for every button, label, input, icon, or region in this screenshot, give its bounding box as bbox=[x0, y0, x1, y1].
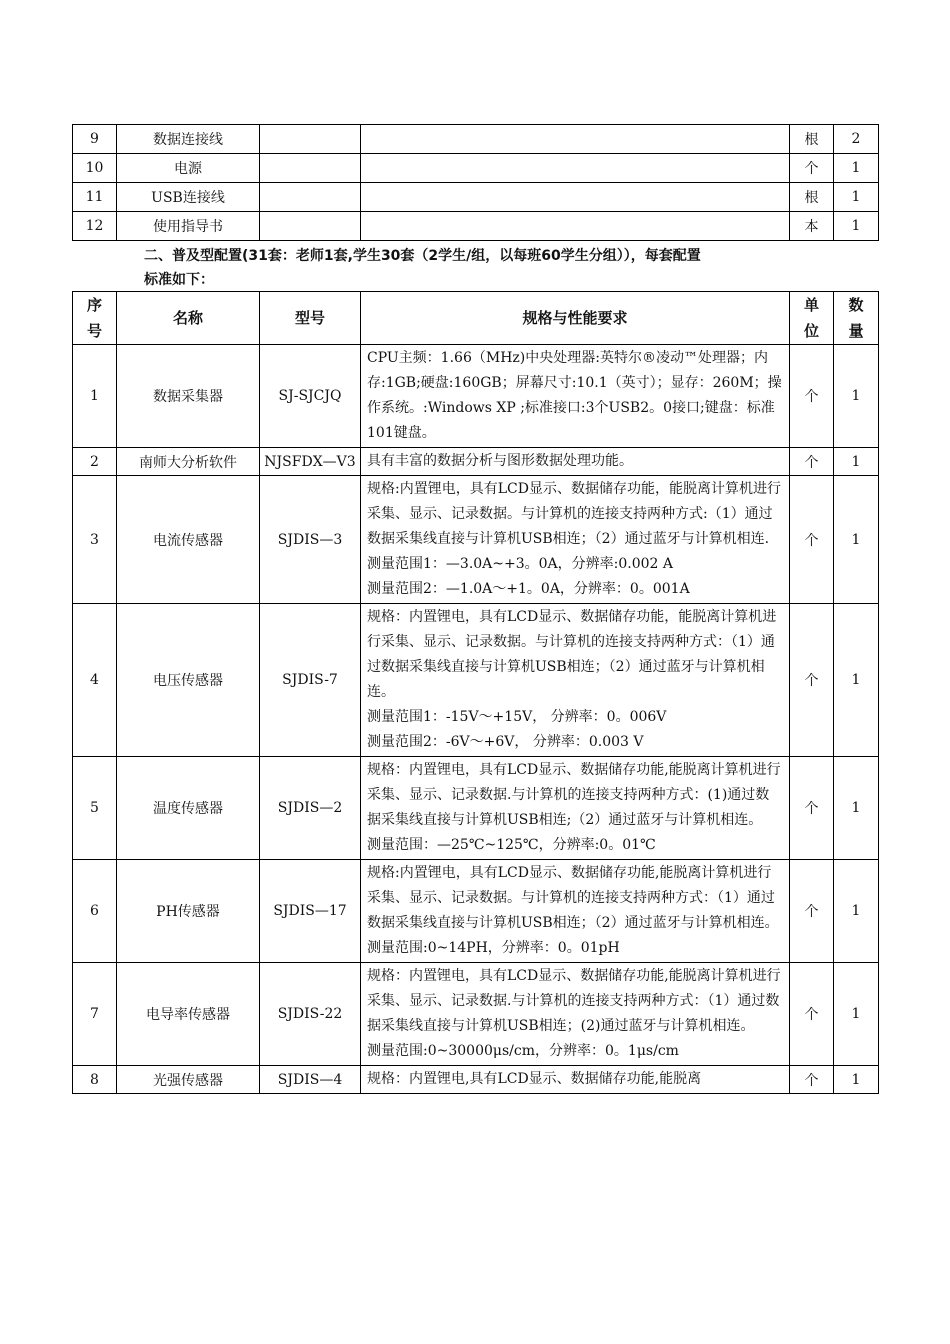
spec-line: 测量范围1：-15V～+15V， 分辨率：0。006V bbox=[367, 709, 667, 725]
cell-spec bbox=[361, 1066, 790, 1094]
header-qty: 数 量 bbox=[834, 292, 879, 345]
cell-spec bbox=[361, 604, 790, 757]
section-heading-line2: 标准如下： bbox=[144, 272, 214, 288]
cell-spec bbox=[361, 212, 790, 241]
cell-unit: 个 bbox=[790, 154, 834, 183]
cell-no: 12 bbox=[73, 212, 117, 241]
cell-qty: 1 bbox=[834, 183, 879, 212]
cell-name: USB连接线 bbox=[117, 183, 260, 212]
cell-no: 9 bbox=[73, 125, 117, 154]
cell-spec bbox=[361, 125, 790, 154]
cell-unit: 个 bbox=[790, 345, 834, 448]
cell-qty: 1 bbox=[834, 448, 879, 476]
cell-name: 光强传感器 bbox=[117, 1066, 260, 1094]
cell-no: 5 bbox=[73, 757, 117, 860]
table-row bbox=[73, 963, 879, 1066]
cell-model bbox=[260, 125, 361, 154]
spec-line: 具有丰富的数据分析与图形数据处理功能。 bbox=[367, 453, 633, 469]
spec-line: 规格:内置锂电，具有LCD显示、数据储存功能，能脱离计算机进行采集、显示、记录数据。与计算机的连接支持两种方式:（1）通过数据采集线直接与计算机USB相连；（2）通过蓝牙与计算机相连. bbox=[367, 481, 781, 547]
spec-line: 规格：内置锂电，具有LCD显示、数据储存功能,能脱离计算机进行采集、显示、记录数据.与计算机的连接支持两种方式：（1）通过数据采集线直接与计算机USB相连；(2)通过蓝牙与计算机相连。 bbox=[367, 968, 781, 1034]
table-row bbox=[73, 345, 879, 448]
cell-no: 7 bbox=[73, 963, 117, 1066]
table-row bbox=[73, 476, 879, 604]
spec-line: 规格：内置锂电，具有LCD显示、数据储存功能，能脱离计算机进行采集、显示、记录数据。与计算机的连接支持两种方式：（1）通过数据采集线直接与计算机USB相连；（2）通过蓝牙与计算机相连。 bbox=[367, 609, 777, 700]
equipment-table-continued bbox=[72, 124, 879, 241]
cell-no: 3 bbox=[73, 476, 117, 604]
table-row bbox=[73, 125, 879, 154]
cell-name: 温度传感器 bbox=[117, 757, 260, 860]
table-row bbox=[73, 604, 879, 757]
cell-model bbox=[260, 183, 361, 212]
spec-line: CPU主频：1.66（MHz)中央处理器:英特尔®凌动™处理器；内存:1GB;硬盘:160GB；屏幕尺寸:10.1（英寸）；显存：260M；操作系统。:Windows XP ;标准接口:3个USB2。0接口;键盘：标准101键盘。 bbox=[367, 350, 782, 441]
header-spec: 规格与性能要求 bbox=[361, 292, 790, 345]
cell-name: 电导率传感器 bbox=[117, 963, 260, 1066]
cell-unit: 个 bbox=[790, 1066, 834, 1094]
table-row bbox=[73, 154, 879, 183]
cell-model: SJDIS-7 bbox=[260, 604, 361, 757]
spec-line: 规格：内置锂电，具有LCD显示、数据储存功能,能脱离计算机进行采集、显示、记录数据.与计算机的连接支持两种方式：(1)通过数据采集线直接与计算机USB相连;（2）通过蓝牙与计算机相连。 bbox=[367, 762, 781, 828]
cell-name: 使用指导书 bbox=[117, 212, 260, 241]
cell-qty: 1 bbox=[834, 1066, 879, 1094]
cell-name: 电源 bbox=[117, 154, 260, 183]
cell-qty: 2 bbox=[834, 125, 879, 154]
header-name: 名称 bbox=[117, 292, 260, 345]
cell-model: SJDIS—4 bbox=[260, 1066, 361, 1094]
cell-name: 南师大分析软件 bbox=[117, 448, 260, 476]
cell-name: 数据连接线 bbox=[117, 125, 260, 154]
cell-spec bbox=[361, 154, 790, 183]
cell-model bbox=[260, 212, 361, 241]
header-no: 序 号 bbox=[73, 292, 117, 345]
cell-spec bbox=[361, 963, 790, 1066]
section-heading bbox=[144, 244, 834, 292]
table-header-row bbox=[73, 292, 879, 345]
cell-model: SJDIS—17 bbox=[260, 860, 361, 963]
cell-qty: 1 bbox=[834, 860, 879, 963]
cell-model: SJDIS-22 bbox=[260, 963, 361, 1066]
cell-spec bbox=[361, 757, 790, 860]
cell-no: 10 bbox=[73, 154, 117, 183]
cell-qty: 1 bbox=[834, 604, 879, 757]
cell-spec bbox=[361, 860, 790, 963]
cell-unit: 个 bbox=[790, 476, 834, 604]
spec-line: 测量范围:0~30000μs/cm，分辨率：0。1μs/cm bbox=[367, 1043, 679, 1059]
cell-unit: 个 bbox=[790, 604, 834, 757]
cell-spec bbox=[361, 345, 790, 448]
cell-spec bbox=[361, 183, 790, 212]
cell-qty: 1 bbox=[834, 345, 879, 448]
table-row bbox=[73, 1066, 879, 1094]
cell-no: 2 bbox=[73, 448, 117, 476]
spec-line: 测量范围：—25℃~125℃，分辨率:0。01℃ bbox=[367, 837, 656, 853]
cell-name: 数据采集器 bbox=[117, 345, 260, 448]
header-unit: 单 位 bbox=[790, 292, 834, 345]
cell-no: 1 bbox=[73, 345, 117, 448]
cell-unit: 根 bbox=[790, 125, 834, 154]
cell-unit: 根 bbox=[790, 183, 834, 212]
cell-spec bbox=[361, 448, 790, 476]
cell-no: 8 bbox=[73, 1066, 117, 1094]
cell-qty: 1 bbox=[834, 212, 879, 241]
cell-name: 电流传感器 bbox=[117, 476, 260, 604]
cell-model: NJSFDX—V3 bbox=[260, 448, 361, 476]
cell-model: SJDIS—2 bbox=[260, 757, 361, 860]
cell-unit: 个 bbox=[790, 757, 834, 860]
section-heading-line1: 二、普及型配置(31套：老师1套,学生30套（2学生/组，以每班60学生分组）），每套配置 bbox=[144, 248, 701, 264]
cell-qty: 1 bbox=[834, 476, 879, 604]
cell-model: SJ-SJCJQ bbox=[260, 345, 361, 448]
cell-name: PH传感器 bbox=[117, 860, 260, 963]
cell-name: 电压传感器 bbox=[117, 604, 260, 757]
cell-unit: 个 bbox=[790, 448, 834, 476]
spec-line: 测量范围:0~14PH，分辨率：0。01pH bbox=[367, 940, 620, 956]
header-model: 型号 bbox=[260, 292, 361, 345]
cell-qty: 1 bbox=[834, 154, 879, 183]
cell-unit: 本 bbox=[790, 212, 834, 241]
spec-line: 测量范围2：-6V～+6V， 分辨率：0.003 V bbox=[367, 734, 644, 750]
cell-no: 11 bbox=[73, 183, 117, 212]
cell-qty: 1 bbox=[834, 757, 879, 860]
spec-line: 测量范围1：—3.0A~+3。0A，分辨率:0.002 A bbox=[367, 556, 674, 572]
table-row bbox=[73, 183, 879, 212]
cell-no: 4 bbox=[73, 604, 117, 757]
cell-model bbox=[260, 154, 361, 183]
cell-model: SJDIS—3 bbox=[260, 476, 361, 604]
cell-no: 6 bbox=[73, 860, 117, 963]
table-row bbox=[73, 212, 879, 241]
spec-line: 规格：内置锂电,具有LCD显示、数据储存功能,能脱离 bbox=[367, 1071, 702, 1087]
spec-line: 规格:内置锂电，具有LCD显示、数据储存功能,能脱离计算机进行采集、显示、记录数据。与计算机的连接支持两种方式：（1）通过数据采集线直接与计算机USB相连；（2）通过蓝牙与计算机相连。 bbox=[367, 865, 779, 931]
equipment-table-basic bbox=[72, 291, 879, 1094]
table-row bbox=[73, 448, 879, 476]
cell-spec bbox=[361, 476, 790, 604]
table-row bbox=[73, 757, 879, 860]
cell-unit: 个 bbox=[790, 963, 834, 1066]
cell-unit: 个 bbox=[790, 860, 834, 963]
cell-qty: 1 bbox=[834, 963, 879, 1066]
spec-line: 测量范围2：—1.0A～+1。0A，分辨率：0。001A bbox=[367, 581, 690, 597]
table-row bbox=[73, 860, 879, 963]
